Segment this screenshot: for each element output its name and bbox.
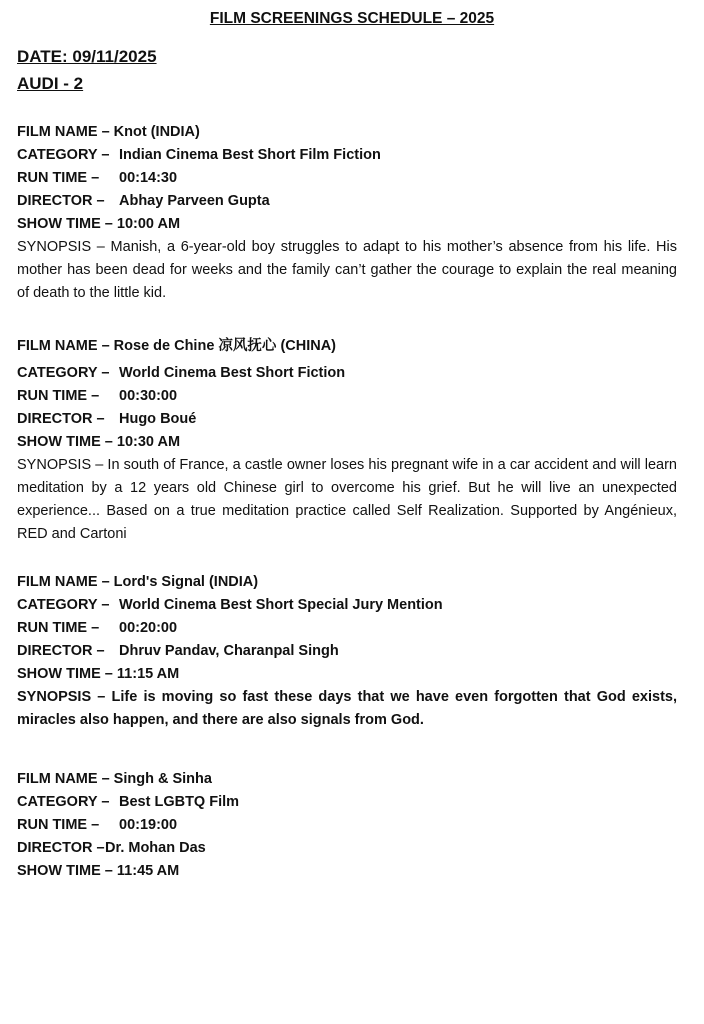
run-time-line	[17, 815, 177, 835]
synopsis-text: Manish, a 6-year-old boy struggles to adapt to his mother’s absence from his life. His mother has been dead for weeks and the family can’t gather the courage to explain the real meaning of death to the little kid.	[17, 239, 677, 301]
auditorium-label: AUDI - 2	[17, 74, 84, 93]
director-value: Hugo Boué	[119, 411, 197, 427]
category-label: CATEGORY –	[17, 365, 110, 381]
director-value: Dr. Mohan Das	[105, 840, 206, 856]
show-time-value: 11:45 AM	[116, 863, 180, 879]
category-line	[17, 792, 239, 812]
film-name-line	[17, 336, 336, 356]
category-value: Best LGBTQ Film	[119, 794, 240, 810]
director-label: DIRECTOR –	[17, 193, 105, 209]
director-line	[17, 191, 270, 211]
show-time-label: SHOW TIME –	[17, 434, 113, 450]
director-line	[17, 641, 339, 661]
synopsis-label: SYNOPSIS –	[17, 457, 104, 473]
film-name: Singh & Sinha	[113, 771, 212, 787]
category-value: World Cinema Best Short Special Jury Mention	[119, 597, 443, 613]
film-name-label: FILM NAME –	[17, 124, 110, 140]
run-time-value: 00:30:00	[119, 388, 178, 404]
category-label: CATEGORY –	[17, 794, 110, 810]
show-time-line	[17, 432, 180, 452]
show-time-line	[17, 664, 179, 684]
film-name-label: FILM NAME –	[17, 574, 110, 590]
director-value: Dhruv Pandav, Charanpal Singh	[119, 643, 339, 659]
director-value: Abhay Parveen Gupta	[119, 193, 270, 209]
film-name: Knot (INDIA)	[113, 124, 200, 140]
director-label: DIRECTOR –	[17, 840, 105, 856]
show-time-label: SHOW TIME –	[17, 666, 113, 682]
category-line	[17, 363, 345, 383]
film-name: Lord's Signal (INDIA)	[113, 574, 259, 590]
synopsis-text: Life is moving so fast these days that we have even forgotten that God exists, miracles also happen, and there are also signals from God.	[17, 689, 678, 728]
document-title: FILM SCREENINGS SCHEDULE – 2025	[209, 10, 495, 27]
synopsis	[17, 454, 677, 546]
film-name-line	[17, 122, 200, 142]
screening-date: DATE: 09/11/2025	[17, 47, 157, 66]
run-time-label: RUN TIME –	[17, 170, 100, 186]
show-time-label: SHOW TIME –	[17, 216, 113, 232]
synopsis-label: SYNOPSIS –	[17, 239, 105, 255]
show-time-value: 10:00 AM	[116, 216, 181, 232]
film-name-label: FILM NAME –	[17, 771, 110, 787]
director-line	[17, 838, 206, 858]
film-name: Rose de Chine 凉风抚心 (CHINA)	[113, 338, 337, 354]
director-label: DIRECTOR –	[17, 411, 105, 427]
run-time-value: 00:14:30	[119, 170, 178, 186]
category-label: CATEGORY –	[17, 147, 110, 163]
show-time-value: 11:15 AM	[116, 666, 180, 682]
run-time-line	[17, 386, 177, 406]
film-name-line	[17, 572, 258, 592]
category-line	[17, 595, 443, 615]
run-time-line	[17, 168, 177, 188]
run-time-value: 00:19:00	[119, 817, 178, 833]
director-line	[17, 409, 196, 429]
show-time-value: 10:30 AM	[116, 434, 181, 450]
category-label: CATEGORY –	[17, 597, 110, 613]
synopsis	[17, 236, 677, 305]
director-label: DIRECTOR –	[17, 643, 105, 659]
category-line	[17, 145, 381, 165]
run-time-line	[17, 618, 177, 638]
category-value: Indian Cinema Best Short Film Fiction	[119, 147, 381, 163]
run-time-label: RUN TIME –	[17, 817, 100, 833]
synopsis-label: SYNOPSIS –	[17, 689, 106, 705]
run-time-value: 00:20:00	[119, 620, 178, 636]
show-time-label: SHOW TIME –	[17, 863, 113, 879]
run-time-label: RUN TIME –	[17, 620, 100, 636]
film-name-label: FILM NAME –	[17, 338, 110, 354]
show-time-line	[17, 214, 180, 234]
synopsis-text: In south of France, a castle owner loses his pregnant wife in a car accident and will learn meditation by a 12 years old Chinese girl to overcome his grief. But he will live an unexpected experience... Based on a true meditation practice called Self Realization. Supported by Angénieux, RED and Cartoni	[17, 457, 677, 542]
film-name-line	[17, 769, 212, 789]
category-value: World Cinema Best Short Fiction	[119, 365, 346, 381]
run-time-label: RUN TIME –	[17, 388, 100, 404]
show-time-line	[17, 861, 179, 881]
synopsis	[17, 686, 677, 732]
